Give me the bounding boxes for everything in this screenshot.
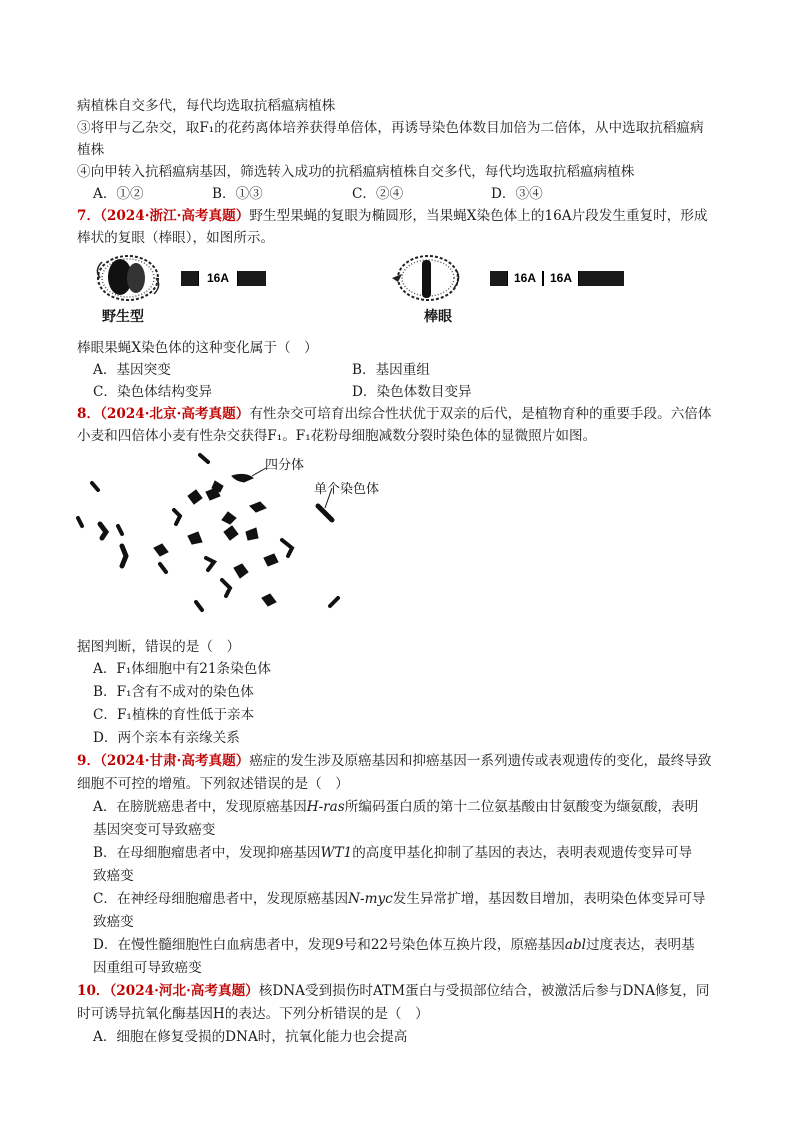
chromosome-micrograph <box>70 448 400 623</box>
wild-eye-image <box>90 252 170 304</box>
q6-text-line: 植株 <box>77 142 105 158</box>
q10-source: （2024·河北·高考真题） <box>109 983 259 999</box>
q9-option-d-text: D．在慢性髓细胞性白血病患者中，发现9号和22号染色体互换片段，原癌基因 <box>93 937 565 953</box>
gene-name: H-ras <box>306 799 345 815</box>
q6-option-c: C．②④ <box>352 186 404 202</box>
band-16a: 16A <box>507 271 543 286</box>
q7-stem-line <box>77 206 740 226</box>
wild-chromosome-bar <box>181 271 266 286</box>
gene-name: N-myc <box>348 891 393 907</box>
q7-text: 野生型果蝇的复眼为椭圆形，当果蝇X染色体上的16A片段发生重复时，形成 <box>249 208 708 224</box>
q10-stem-line: 时可诱导抗氧化酶基因H的表达。下列分析错误的是（ ） <box>77 1006 429 1022</box>
q8-question: 据图判断，错误的是（ ） <box>77 639 241 655</box>
bar-eye-label: 棒眼 <box>424 308 452 324</box>
bar-chromosome-bar <box>490 271 624 286</box>
tetrad-label: 四分体 <box>265 457 305 472</box>
q8-stem-line <box>77 404 740 424</box>
single-chromosome-label: 单个染色体 <box>314 481 380 496</box>
q8-option-b: B．F₁含有不成对的染色体 <box>93 684 254 700</box>
bar-eye-image <box>388 252 466 304</box>
q6-option-d: D．③④ <box>491 186 543 202</box>
q7-option-a: A．基因突变 <box>93 362 171 378</box>
q9-option-b <box>93 843 740 863</box>
q9-option-a-cont: 基因突变可导致癌变 <box>93 822 216 838</box>
q9-option-a-text: A．在膀胱癌患者中，发现原癌基因 <box>93 799 307 815</box>
q9-text: 癌症的发生涉及原癌基因和抑癌基因一系列遗传或表观遗传的变化，最终导致 <box>249 753 712 769</box>
q8-stem-line: 小麦和四倍体小麦有性杂交获得F₁。F₁花粉母细胞减数分裂时染色体的显微照片如图。 <box>77 428 597 444</box>
gene-name: abl <box>564 937 586 953</box>
q9-stem-line: 细胞不可控的增殖。下列叙述错误的是（ ） <box>77 776 349 792</box>
band-16a-duplicate: 16A <box>543 271 579 286</box>
q9-source: （2024·甘肃·高考真题） <box>100 753 250 769</box>
q8-number: 8． <box>77 406 101 422</box>
q10-number: 10． <box>77 983 110 999</box>
q7-option-c: C．染色体结构变异 <box>93 384 213 400</box>
q7-source: （2024·浙江·高考真题） <box>100 208 250 224</box>
q9-option-b-cont: 致癌变 <box>93 868 134 884</box>
q10-stem-line <box>77 981 740 1001</box>
q8-source: （2024·北京·高考真题） <box>100 406 250 422</box>
q7-stem-line: 棒状的复眼（棒眼），如图所示。 <box>77 230 275 246</box>
q10-option-a: A．细胞在修复受损的DNA时，抗氧化能力也会提高 <box>93 1029 408 1045</box>
q6-option-a: A．①② <box>93 186 144 202</box>
q7-number: 7． <box>77 208 101 224</box>
q9-option-c-text: C．在神经母细胞瘤患者中，发现原癌基因 <box>93 891 349 907</box>
q9-option-c-cont: 致癌变 <box>93 914 134 930</box>
q9-option-b-text: 的高度甲基化抑制了基因的表达，表明表观遗传变异可导 <box>352 845 693 861</box>
gene-name: WT1 <box>320 845 353 861</box>
q9-option-c <box>93 889 740 909</box>
q7-option-d: D．染色体数目变异 <box>352 384 472 400</box>
q8-option-a: A．F₁体细胞中有21条染色体 <box>93 661 271 677</box>
band-16a: 16A <box>198 271 238 286</box>
q9-option-a-text: 所编码蛋白质的第十二位氨基酸由甘氨酸变为缬氨酸，表明 <box>344 799 699 815</box>
q8-text: 有性杂交可培育出综合性状优于双亲的后代，是植物育种的重要手段。六倍体 <box>249 406 712 422</box>
q6-text-line: ③将甲与乙杂交，取F₁的花药离体培养获得单倍体，再诱导染色体数目加倍为二倍体，从中选取抗稻瘟病 <box>77 120 704 136</box>
q9-option-a <box>93 797 740 817</box>
q6-option-b: B．①③ <box>212 186 263 202</box>
q9-option-d <box>93 935 740 955</box>
q9-stem-line <box>77 751 740 771</box>
q9-option-d-text: 过度表达，表明基 <box>586 937 695 953</box>
q6-text-line: ④向甲转入抗稻瘟病基因，筛选转入成功的抗稻瘟病植株自交多代，每代均选取抗稻瘟病植株 <box>77 164 635 180</box>
q6-text-line: 病植株自交多代，每代均选取抗稻瘟病植株 <box>77 98 336 114</box>
wild-type-label: 野生型 <box>102 308 144 324</box>
q9-option-b-text: B．在母细胞瘤患者中，发现抑癌基因 <box>93 845 321 861</box>
q9-number: 9． <box>77 753 101 769</box>
q10-text: 核DNA受到损伤时ATM蛋白与受损部位结合，被激活后参与DNA修复，同 <box>258 983 710 999</box>
q7-question: 棒眼果蝇X染色体的这种变化属于（ ） <box>77 340 318 356</box>
q8-option-c: C．F₁植株的育性低于亲本 <box>93 707 255 723</box>
q9-option-c-text: 发生异常扩增，基因数目增加，表明染色体变异可导 <box>392 891 706 907</box>
q8-option-d: D．两个亲本有亲缘关系 <box>93 730 240 746</box>
q7-option-b: B．基因重组 <box>352 362 430 378</box>
q9-option-d-cont: 因重组可导致癌变 <box>93 960 202 976</box>
